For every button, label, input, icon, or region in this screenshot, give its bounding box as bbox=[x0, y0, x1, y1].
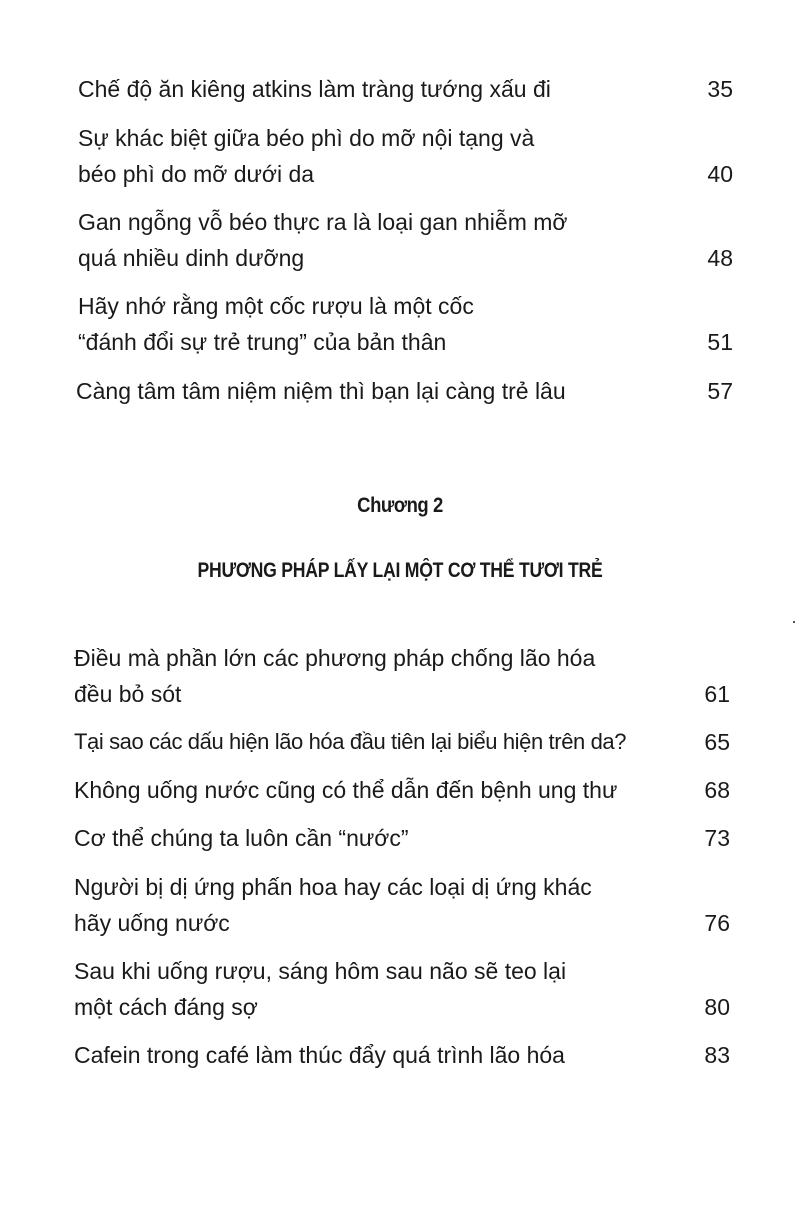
toc-entry-title: Người bị dị ứng phấn hoa hay các loại dị ứng khác bbox=[74, 874, 592, 900]
toc-entry-title: quá nhiều dinh dưỡng bbox=[78, 245, 305, 271]
toc-entry bbox=[0, 1038, 800, 1072]
toc-entry-page: 57 bbox=[707, 378, 733, 404]
toc-entry-page: 61 bbox=[704, 681, 730, 707]
toc-entry-page: 73 bbox=[704, 825, 730, 851]
toc-entry bbox=[0, 289, 800, 357]
toc-entry bbox=[0, 870, 800, 938]
toc-entry-title: “đánh đổi sự trẻ trung” của bản thân bbox=[78, 329, 447, 355]
toc-entry bbox=[0, 72, 800, 106]
toc-entry-title: Chế độ ăn kiêng atkins làm tràng tướng xấu đi bbox=[78, 76, 551, 102]
toc-entry-title: Hãy nhớ rằng một cốc rượu là một cốc bbox=[78, 293, 474, 319]
toc-entry bbox=[0, 773, 800, 807]
toc-entry bbox=[0, 954, 800, 1022]
toc-entry-page: 68 bbox=[704, 777, 730, 803]
toc-entry-page: 65 bbox=[704, 729, 730, 755]
toc-entry-title: Sự khác biệt giữa béo phì do mỡ nội tạng và bbox=[78, 125, 535, 151]
toc-entry-title: Điều mà phần lớn các phương pháp chống lão hóa bbox=[74, 645, 596, 671]
toc-entry-title: béo phì do mỡ dưới da bbox=[78, 161, 315, 187]
toc-entry-title: Càng tâm tâm niệm niệm thì bạn lại càng trẻ lâu bbox=[76, 378, 566, 404]
toc-entry-title: hãy uống nước bbox=[74, 910, 230, 936]
toc-entry-page: 35 bbox=[707, 76, 733, 102]
toc-entry-page: 40 bbox=[707, 161, 733, 187]
toc-entry-title: Cafein trong café làm thúc đẩy quá trình lão hóa bbox=[74, 1042, 565, 1068]
toc-entry bbox=[0, 641, 800, 709]
toc-entry bbox=[0, 205, 800, 273]
toc-entry-title: đều bỏ sót bbox=[74, 681, 182, 707]
toc-entry-page: 83 bbox=[704, 1042, 730, 1068]
toc-entry-page: 76 bbox=[704, 910, 730, 936]
chapter-label: Chương 2 bbox=[357, 494, 443, 517]
toc-entry-title: Cơ thể chúng ta luôn cần “nước” bbox=[74, 825, 409, 851]
chapter-title: PHƯƠNG PHÁP LẤY LẠI MỘT CƠ THỂ TƯƠI TRẺ bbox=[197, 559, 603, 582]
toc-entry-title: Không uống nước cũng có thể dẫn đến bệnh ung thư bbox=[74, 777, 618, 803]
scan-speck bbox=[793, 621, 795, 623]
toc-entry-title: một cách đáng sợ bbox=[74, 994, 258, 1020]
toc-entry-page: 51 bbox=[707, 329, 733, 355]
toc-entry-title: Sau khi uống rượu, sáng hôm sau não sẽ teo lại bbox=[74, 958, 567, 984]
toc-entry-title: Tại sao các dấu hiện lão hóa đầu tiên lại biểu hiện trên da? bbox=[74, 729, 627, 754]
toc-entry bbox=[0, 821, 800, 855]
toc-entry-title: Gan ngỗng vỗ béo thực ra là loại gan nhiễm mỡ bbox=[78, 209, 568, 235]
toc-entry bbox=[0, 121, 800, 189]
toc-entry bbox=[0, 725, 800, 759]
toc-entry-page: 48 bbox=[707, 245, 733, 271]
toc-entry-page: 80 bbox=[704, 994, 730, 1020]
toc-entry bbox=[0, 374, 800, 408]
